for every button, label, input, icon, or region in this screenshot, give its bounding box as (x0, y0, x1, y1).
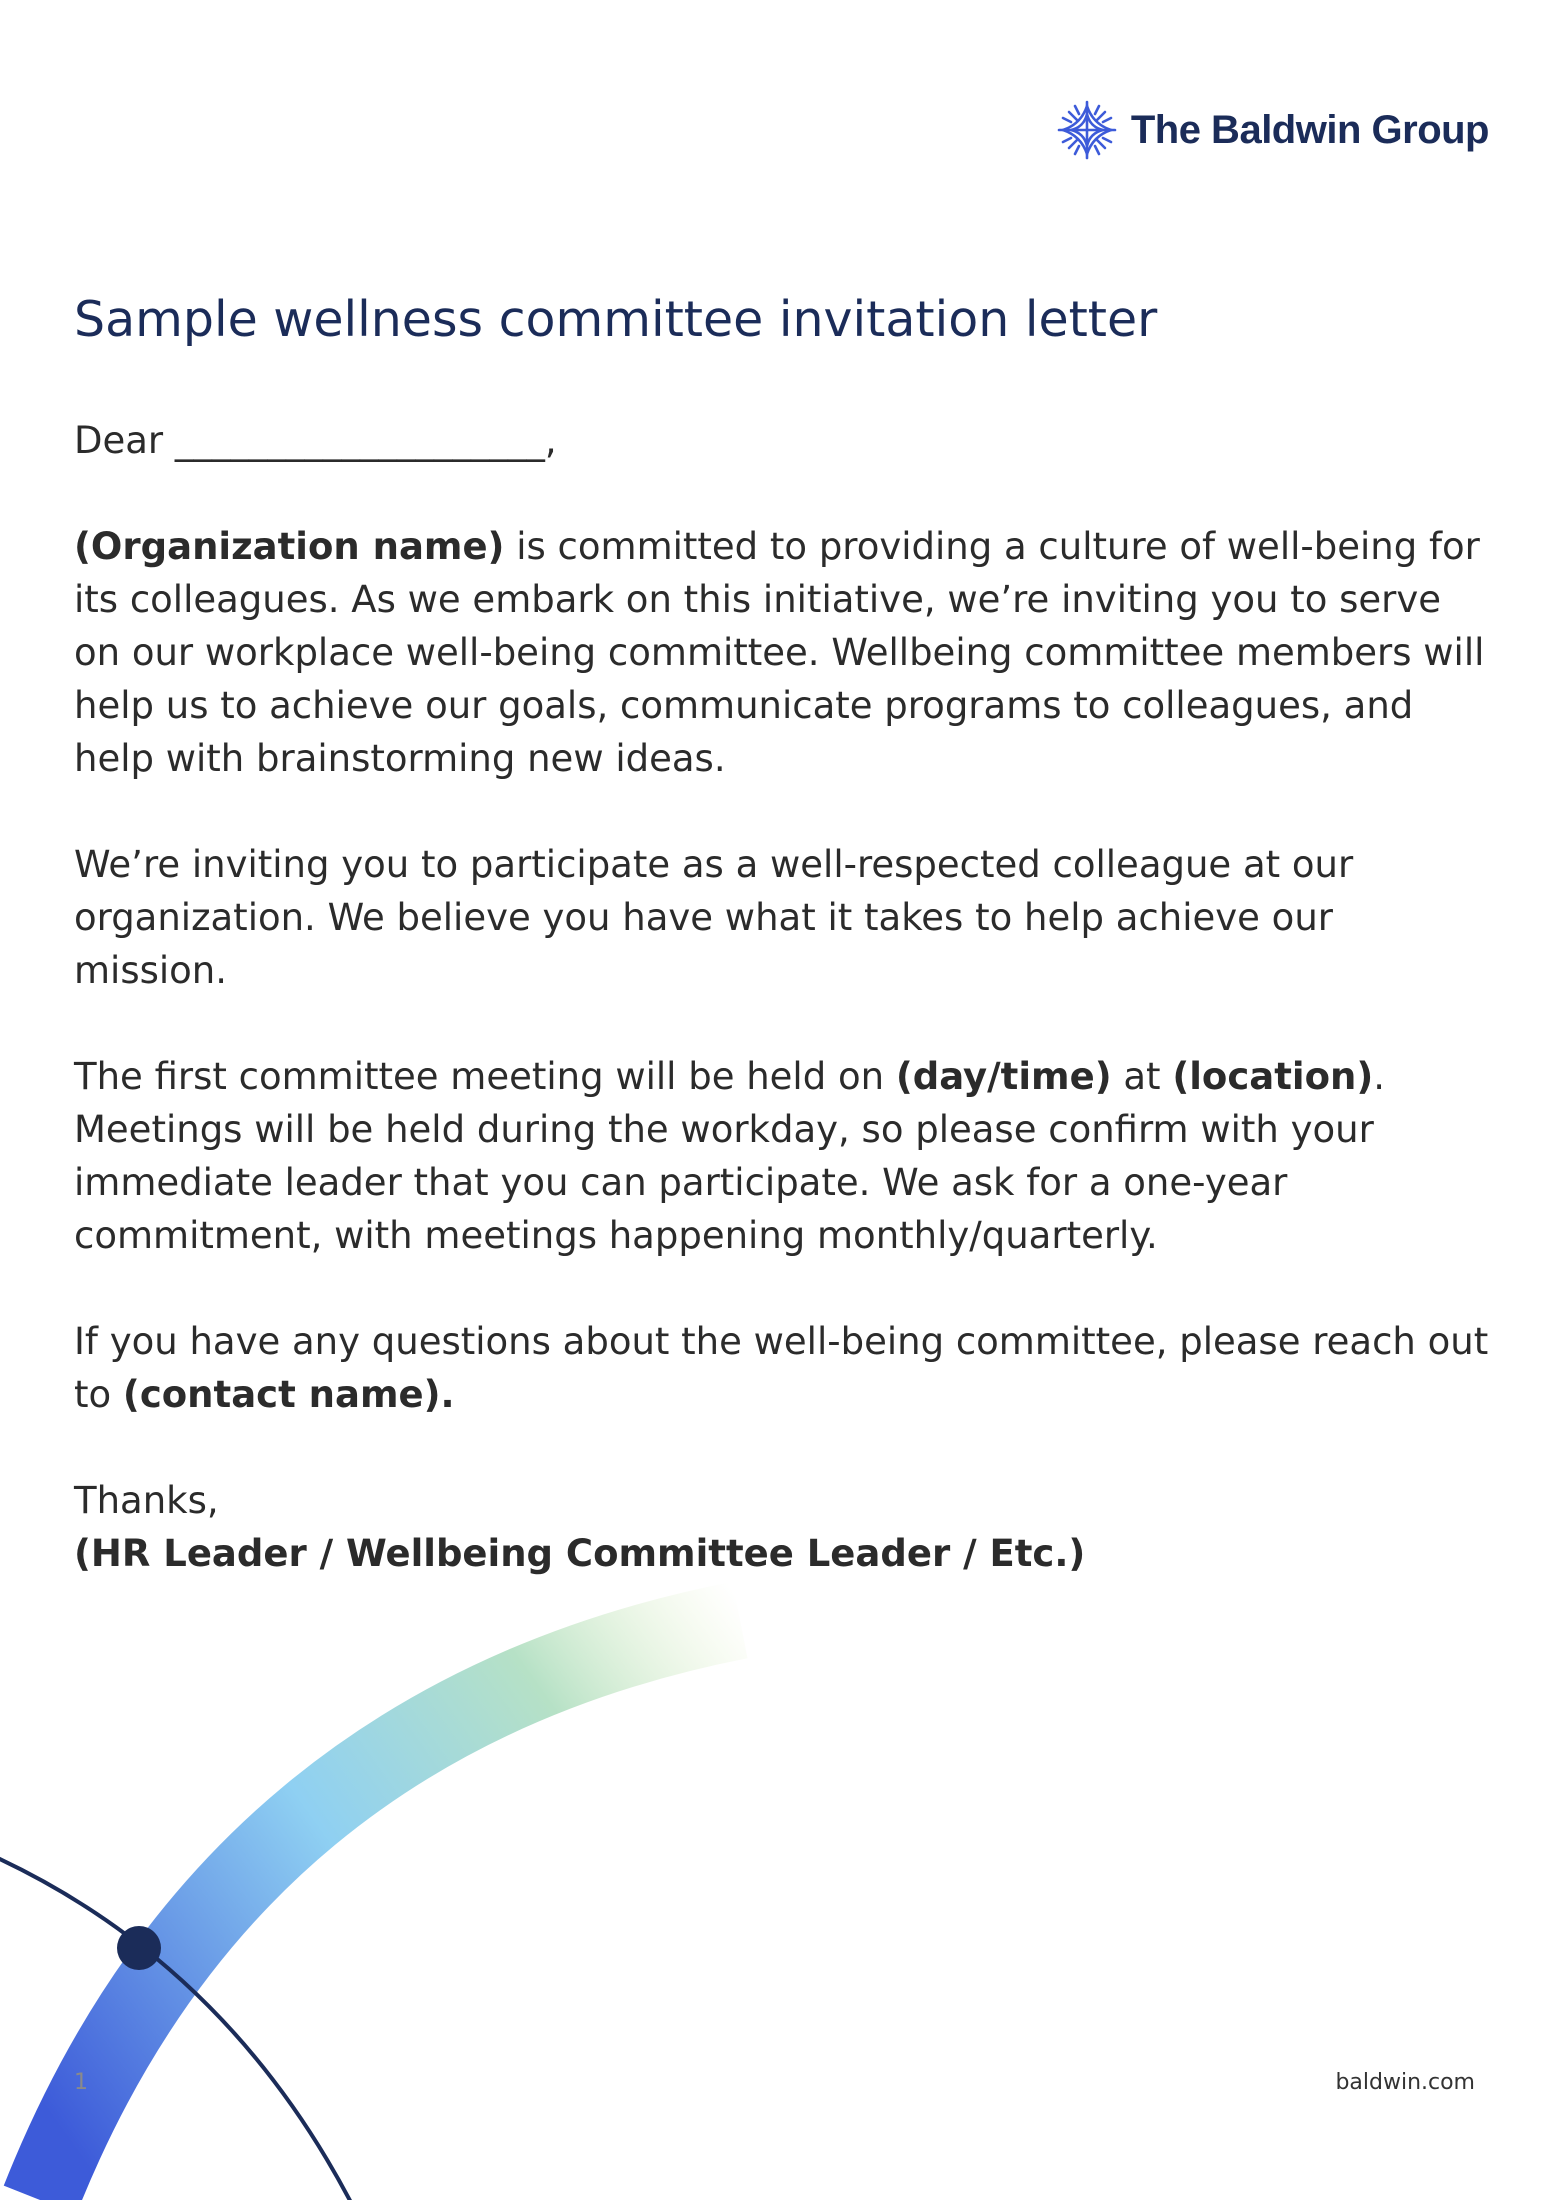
closing-text: Thanks, (74, 1479, 219, 1522)
paragraph-text: If you have any questions about the well-being committee, please reach out to (74, 1320, 1489, 1416)
paragraph-organization (74, 520, 1494, 785)
day-time-placeholder: (day/time) (895, 1055, 1112, 1098)
paragraph-text: at (1111, 1055, 1173, 1098)
paragraph-text: . Meetings will be held during the workday, so please confirm with your immediate leader that you can participate. We ask for a one-year commitment, with meetings happening monthly/quarterly. (74, 1055, 1386, 1257)
navy-curve-line (0, 1850, 360, 2200)
letter-body (74, 414, 1494, 1580)
paragraph-questions (74, 1315, 1494, 1421)
gradient-arc (40, 1620, 740, 2200)
location-placeholder: (location) (1172, 1055, 1374, 1098)
closing-block (74, 1474, 1494, 1580)
footer-url: baldwin.com (1335, 2070, 1475, 2095)
paragraph-meeting (74, 1050, 1494, 1262)
navy-dot (117, 1926, 161, 1970)
paragraph-text: is committed to providing a culture of well-being for its colleagues. As we embark on this initiative, we’re inviting you to serve on our workplace well-being committee. Wellbeing committee members will help us to achieve our goals, communicate programs to colleagues, and help with brainstorming new ideas. (74, 525, 1485, 780)
page-title: Sample wellness committee invitation letter (74, 291, 1158, 348)
brand-name: The Baldwin Group (1130, 107, 1489, 152)
salutation: Dear ____________________, (74, 419, 557, 462)
baldwin-star-icon (1057, 100, 1117, 160)
paragraph-text: The first committee meeting will be held on (74, 1055, 896, 1098)
signature-placeholder: (HR Leader / Wellbeing Committee Leader / Etc.) (74, 1532, 1086, 1575)
contact-placeholder: (contact name). (122, 1373, 455, 1416)
page-number: 1 (74, 2070, 88, 2095)
paragraph-invitation: We’re inviting you to participate as a well-respected colleague at our organization. We believe you have what it takes to help achieve our mission. (74, 843, 1354, 992)
brand-logo (1057, 100, 1489, 160)
organization-placeholder: (Organization name) (74, 525, 505, 568)
